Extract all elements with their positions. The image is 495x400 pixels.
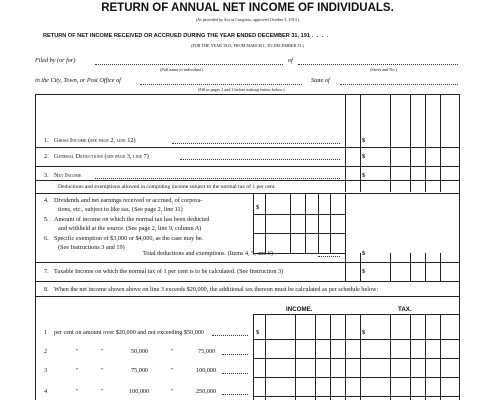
ditto-3b: " [101,367,104,374]
ditto-2c: " [171,348,174,355]
line-7-number: 7. [44,268,49,275]
full-name-note: (Full name of individual.) [160,67,204,72]
schedule-to-4: 250,000 [196,388,217,395]
of-label: of [288,57,293,64]
line-1-label: Gross Income (see page 2, line 12) [54,137,136,144]
state-label: State of [311,77,330,84]
line-6-number: 6. [44,235,49,242]
act-note: (As provided by Act of Congress, approved October 3, 1913.) [195,17,300,22]
schedule-from-2: 50,000 [131,348,149,355]
line-5-label-a: Amount of income on which the normal tax has been deducted [54,216,210,223]
street-field[interactable] [298,64,458,65]
line-6-label-b: (See Instructions 3 and 19) [58,244,125,251]
ditto-4b: " [101,388,104,395]
schedule-text-1: per cent on amount over $20,000 and not exceeding $50,000 [54,329,205,336]
schedule-rate-1: 1 [44,329,48,336]
form-subtitle: RETURN OF NET INCOME RECEIVED OR ACCRUED DURING THE YEAR ENDED DECEMBER 31, 191 . . . . [43,33,330,39]
schedule-rate-2: 2 [44,348,48,355]
ditto-2a: " [76,348,79,355]
total-label: Total deductions and exemptions. (Items 4, 5, and 6) [143,250,273,257]
schedule-to-2: 75,000 [198,348,216,355]
deductions-header: Deductions and exemptions allowed in computing income subject to the normal tax of 1 per cent. [58,184,276,190]
line-4-dollar: $ [256,204,260,211]
fill-note: (Fill in pages 2 and 3 before making entries below.) [198,87,285,92]
line-3-label: Net Income [54,172,82,179]
year-note: (FOR THE YEAR 1913, FROM MARCH 1, TO DECEMBER 31.) [191,43,304,48]
city-label: in the City, Town, or Post Office of [35,77,121,84]
line-1-number: 1. [44,137,49,144]
tax-header: TAX. [398,306,412,313]
line-4-number: 4. [44,197,49,204]
schedule-income-dollar-1: $ [256,329,260,336]
line-2-label: General Deductions (see page 3, line 7) [54,153,149,160]
ditto-4c: " [171,388,174,395]
schedule-rate-3: 3 [44,367,48,374]
schedule-tax-dollar-1: $ [362,329,366,336]
form-title: RETURN OF ANNUAL NET INCOME OF INDIVIDUALS. [101,2,394,14]
line-6-label-a: Specific exemption of $3,000 or $4,000, as the case may be. [54,235,204,242]
line-2-number: 2. [44,153,49,160]
income-header: INCOME. [286,306,313,313]
street-note: (Street and No.) [370,67,397,72]
line-4-label-a: Dividends and net earnings received or accrued, of corpora- [54,197,203,204]
city-field[interactable] [140,84,302,85]
line-7-label: Taxable Income on which the normal tax of 1 per cent is to be calculated. (See Instruction 3) [54,268,284,275]
line-5-number: 5. [44,216,49,223]
state-field[interactable] [340,84,458,85]
ditto-2b: " [101,348,104,355]
schedule-to-3: 100,000 [196,367,217,374]
line-3-dollar: $ [362,172,366,179]
line-2-dollar: $ [362,153,366,160]
filed-by-label: Filed by (or for) [35,57,76,64]
schedule-from-4: 100,000 [129,388,150,395]
line-8-label: When the net income shown above on line 3 exceeds $20,000, the additional tax thereon must be calculated as per schedule below: [54,286,379,293]
line-4-label-b: tions, etc., subject to like tax. (See page 2, line 11) [58,206,183,213]
ditto-3a: " [76,367,79,374]
name-field[interactable] [95,64,283,65]
schedule-from-3: 75,000 [131,367,149,374]
total-dollar: $ [362,250,366,257]
line-3-number: 3. [44,172,49,179]
line-8-number: 8. [44,286,49,293]
schedule-rate-4: 4 [44,388,48,395]
ditto-3c: " [171,367,174,374]
ditto-4a: " [76,388,79,395]
line-5-label-b: and withheld at the source. (See page 2, line 9, column A) [58,225,202,232]
line-1-dollar: $ [362,137,366,144]
line-7-dollar: $ [362,268,366,275]
